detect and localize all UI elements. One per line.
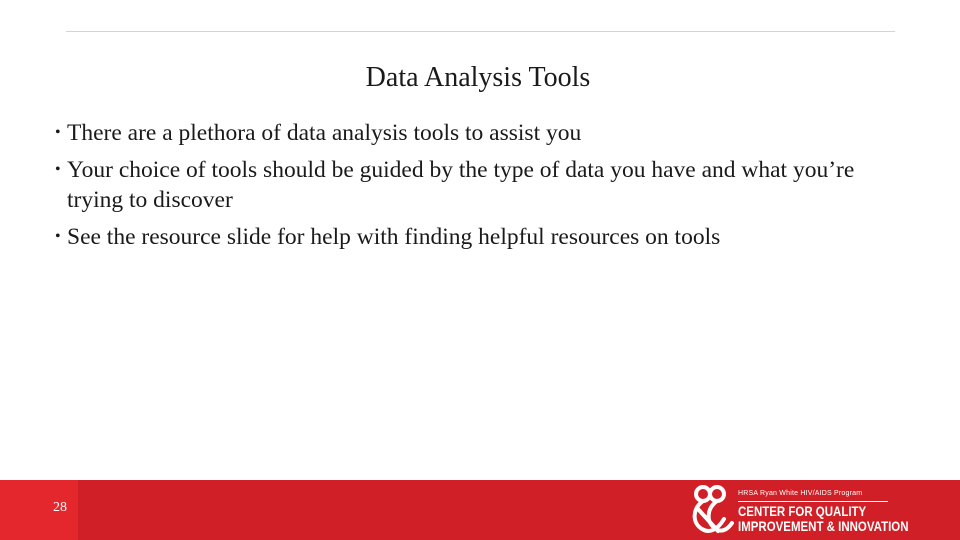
- logo-line-1: CENTER FOR QUALITY: [738, 503, 867, 519]
- bullet-item: [52, 118, 912, 148]
- bullet-icon: •: [55, 228, 61, 245]
- bullet-text: There are a plethora of data analysis tools to assist you: [67, 120, 582, 146]
- bullet-icon: •: [55, 124, 61, 141]
- cqii-logo: [688, 483, 908, 537]
- logo-text: [738, 489, 946, 534]
- page-number: 28: [53, 500, 67, 515]
- bullet-text: See the resource slide for help with finding helpful resources on tools: [67, 224, 721, 250]
- page-number-box: [0, 480, 78, 540]
- bullet-list: [52, 118, 912, 259]
- top-divider: [66, 31, 895, 32]
- ampersand-logo-icon: [688, 483, 736, 537]
- bullet-item: [52, 155, 912, 215]
- slide-title: Data Analysis Tools: [365, 62, 591, 93]
- bullet-text: Your choice of tools should be guided by the type of data you have and what you’re trying to discover: [67, 157, 855, 213]
- bullet-icon: •: [55, 161, 61, 178]
- footer-bar: [0, 480, 960, 540]
- logo-line-2: IMPROVEMENT & INNOVATION: [738, 518, 909, 534]
- bullet-item: [52, 222, 912, 252]
- logo-program-name: HRSA Ryan White HIV/AIDS Program: [738, 490, 863, 497]
- logo-divider: [738, 501, 888, 502]
